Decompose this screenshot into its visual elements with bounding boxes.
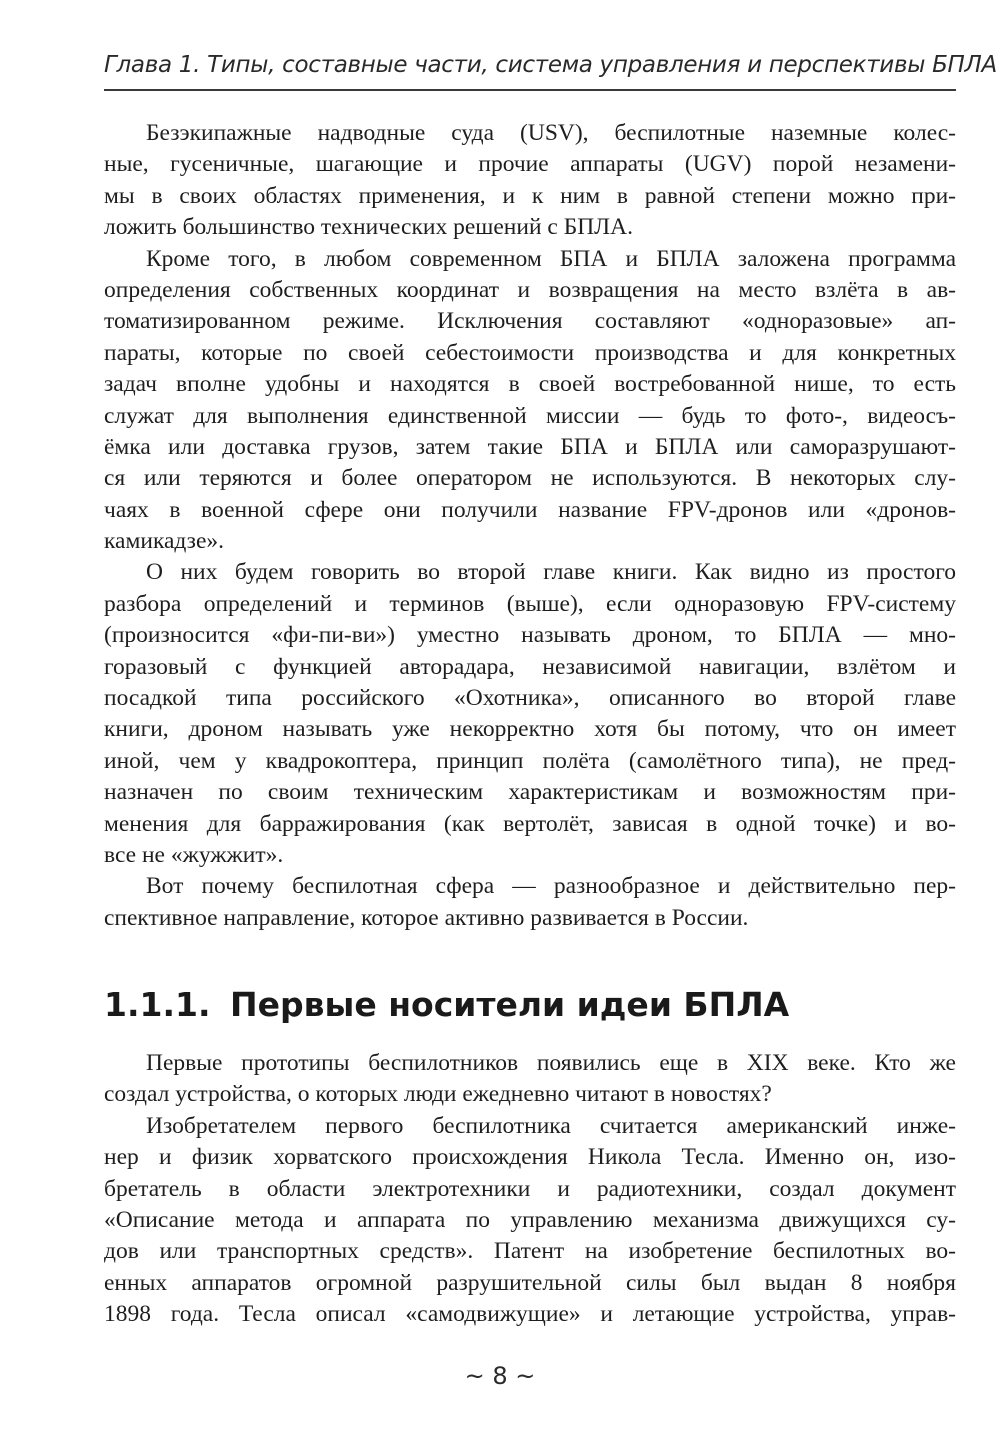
text-line: ные, гусеничные, шагающие и прочие аппараты (UGV) порой незамени-: [104, 151, 956, 178]
text-line: Первые прототипы беспилотников появились еще в XIX веке. Кто же: [146, 1050, 956, 1076]
text-line: Изобретателем первого беспилотника считается американский инже-: [146, 1112, 956, 1139]
text-line: служат для выполнения единственной миссии — будь то фото-, видеосъ-: [104, 402, 956, 429]
text-line: горазовый с функцией авторадара, независимой навигации, взлётом и: [104, 653, 956, 680]
page-number: ~ 8 ~: [464, 1362, 536, 1390]
text-line: О них будем говорить во второй главе книги. Как видно из простого: [146, 559, 956, 586]
running-header: Глава 1. Типы, составные части, система управления и перспективы БПЛА: [104, 52, 997, 78]
text-line: ся или теряются и более оператором не используются. В некоторых слу-: [104, 465, 956, 492]
text-line: параты, которые по своей себестоимости производства и для конкретных: [104, 339, 956, 366]
text-line: ёмка или доставка грузов, затем такие БПА и БПЛА или саморазрушают-: [104, 433, 956, 460]
text-line: назначен по своим техническим характеристикам и возможностям при-: [104, 779, 956, 806]
text-line: нер и физик хорватского происхождения Никола Тесла. Именно он, изо-: [104, 1144, 956, 1171]
text-line: менения для барражирования (как вертолёт, зависая в одной точке) и во-: [104, 810, 956, 837]
text-line: бретатель в области электротехники и радиотехники, создал документ: [104, 1175, 956, 1202]
text-line: спективное направление, которое активно развивается в России.: [104, 904, 749, 931]
text-line: книги, дроном называть уже некорректно хотя бы потому, что он имеет: [104, 716, 956, 743]
section-number: 1.1.1.: [104, 985, 211, 1024]
text-line: Безэкипажные надводные суда (USV), беспилотные наземные колес-: [146, 120, 956, 146]
text-line: ложить большинство технических решений с БПЛА.: [104, 214, 633, 241]
text-line: чаях в военной сфере они получили название FPV-дронов или «дронов-: [104, 496, 956, 523]
text-line: Вот почему беспилотная сфера — разнообразное и действительно пер-: [146, 873, 956, 900]
text-line: определения собственных координат и возвращения на место взлёта в ав-: [104, 276, 956, 303]
text-line: Кроме того, в любом современном БПА и БПЛА заложена программа: [146, 245, 956, 272]
text-line: камикадзе».: [104, 528, 225, 555]
text-line: мы в своих областях применения, и к ним в равной степени можно при-: [104, 182, 956, 209]
text-line: томатизированном режиме. Исключения составляют «одноразовые» ап-: [104, 308, 956, 335]
text-line: все не «жужжит».: [104, 841, 284, 868]
header-rule: [104, 89, 956, 91]
text-line: посадкой типа российского «Охотника», описанного во второй главе: [104, 685, 956, 712]
text-line: разбора определений и терминов (выше), если одноразовую FPV-систему: [104, 590, 956, 617]
section-title: Первые носители идеи БПЛА: [230, 985, 790, 1024]
text-line: задач вполне удобны и находятся в своей востребованной нише, то есть: [104, 371, 956, 398]
text-line: иной, чем у квадрокоптера, принцип полёта (самолётного типа), не пред-: [104, 747, 956, 774]
body-text-block-1: [104, 118, 956, 934]
section-heading: [104, 985, 789, 1024]
text-line: создал устройства, о которых люди ежедневно читают в новостях?: [104, 1081, 772, 1108]
text-line: 1898 года. Тесла описал «самодвижущие» и летающие устройства, управ-: [104, 1301, 956, 1328]
text-line: «Описание метода и аппарата по управлению механизма движущихся су-: [104, 1206, 956, 1233]
text-line: (произносится «фи-пи-ви») уместно называть дроном, то БПЛА — мно-: [104, 622, 956, 649]
text-line: енных аппаратов огромной разрушительной силы был выдан 8 ноября: [104, 1269, 956, 1296]
text-line: дов или транспортных средств». Патент на изобретение беспилотных во-: [104, 1238, 956, 1265]
body-text-block-2: [104, 1048, 956, 1331]
